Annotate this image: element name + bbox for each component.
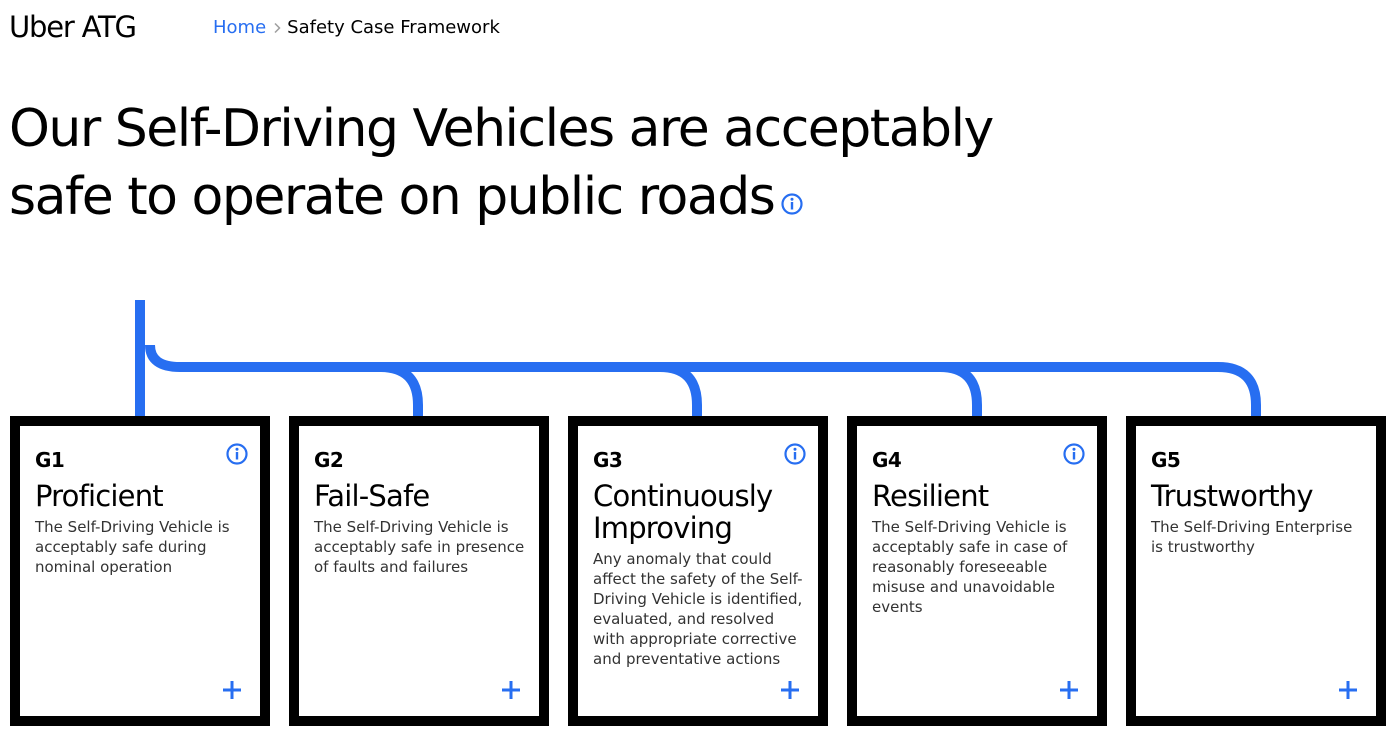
headline-line-2 xyxy=(9,163,1109,233)
goal-title: Continuously Improving xyxy=(593,479,773,545)
plus-icon[interactable] xyxy=(1339,681,1357,699)
goal-id: G3 xyxy=(593,448,623,472)
headline-line-2-text: safe to operate on public roads xyxy=(9,167,775,227)
goal-description: Any anomaly that could affect the safety of the Self-Driving Vehicle is identified, evaluated, and resolved with appropriate corrective and preventative actions xyxy=(593,550,803,668)
goal-description: The Self-Driving Vehicle is acceptably safe in presence of faults and failures xyxy=(314,518,525,576)
goal-card-g3[interactable] xyxy=(568,416,828,726)
goal-title: Proficient xyxy=(35,479,163,513)
goal-title: Trustworthy xyxy=(1151,479,1313,513)
goal-title: Fail-Safe xyxy=(314,479,430,513)
plus-icon[interactable] xyxy=(1060,681,1078,699)
plus-icon[interactable] xyxy=(223,681,241,699)
goal-description: The Self-Driving Vehicle is acceptably safe during nominal operation xyxy=(35,518,230,576)
chevron-right-icon xyxy=(273,22,281,34)
goal-id: G4 xyxy=(872,448,902,472)
goal-card-g4[interactable] xyxy=(847,416,1107,726)
breadcrumb xyxy=(213,16,500,40)
goal-card-g5[interactable] xyxy=(1126,416,1386,726)
goal-id: G1 xyxy=(35,448,65,472)
goal-title: Resilient xyxy=(872,479,989,513)
breadcrumb-home-link[interactable]: Home xyxy=(213,17,267,38)
info-icon[interactable] xyxy=(780,165,804,233)
goal-id: G2 xyxy=(314,448,344,472)
plus-icon[interactable] xyxy=(502,681,520,699)
goal-id: G5 xyxy=(1151,448,1181,472)
page-headline xyxy=(9,95,1109,233)
goal-description: The Self-Driving Enterprise is trustworthy xyxy=(1151,518,1353,556)
headline-line-1: Our Self-Driving Vehicles are acceptably xyxy=(9,99,993,159)
goal-card-g1[interactable] xyxy=(10,416,270,726)
goal-description: The Self-Driving Vehicle is acceptably safe in case of reasonably foreseeable misuse and unavoidable events xyxy=(872,518,1068,616)
goal-card-g2[interactable] xyxy=(289,416,549,726)
plus-icon[interactable] xyxy=(781,681,799,699)
uber-atg-logo[interactable]: Uber ATG xyxy=(9,10,136,44)
breadcrumb-current: Safety Case Framework xyxy=(287,17,500,38)
